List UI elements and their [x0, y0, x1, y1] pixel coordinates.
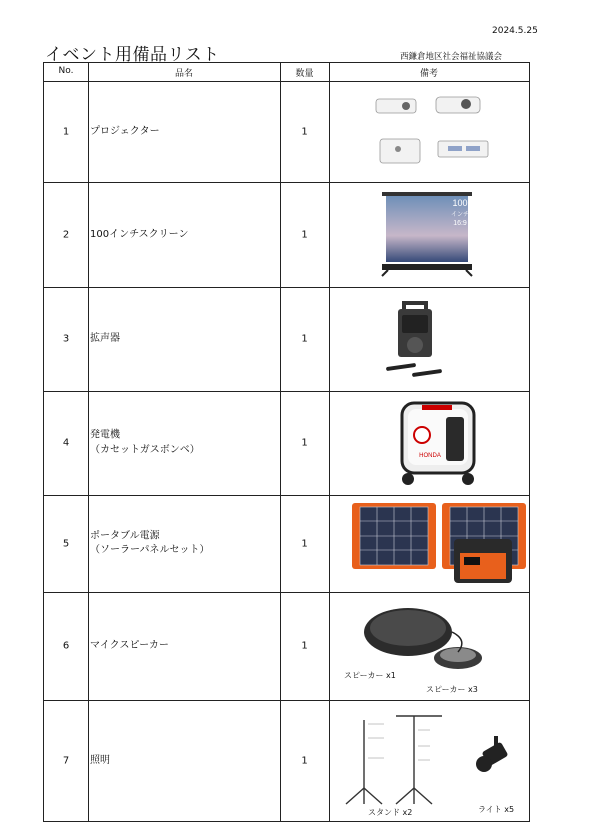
row-number: 6: [62, 640, 70, 652]
item-name-sub: （ソーラーパネルセット）: [90, 544, 210, 556]
item-qty: 1: [301, 437, 308, 449]
caption-speaker-sub: スピーカー x3: [426, 685, 478, 694]
row-number: 1: [62, 126, 70, 137]
projector-icon: [364, 91, 494, 173]
item-qty: 1: [301, 333, 308, 345]
row-number: 3: [62, 333, 70, 345]
date: 2024.5.25: [492, 26, 538, 36]
item-qty: 1: [301, 640, 308, 652]
row-number: 2: [62, 229, 70, 240]
header-notes: 備考: [419, 69, 438, 79]
organization: 西鎌倉地区社会福祉協議会: [400, 52, 503, 62]
header-qty: 数量: [295, 69, 314, 79]
generator-icon: [394, 395, 484, 491]
screen-label: インチ: [450, 211, 470, 218]
item-name: 100インチスクリーン: [90, 228, 189, 240]
lighting-stand-icon: [334, 706, 524, 806]
item-name: 照明: [90, 754, 110, 766]
table-row: [44, 592, 529, 701]
loudspeaker-icon: [374, 295, 454, 385]
screen-label: 100: [452, 198, 468, 208]
item-qty: 1: [301, 126, 308, 137]
item-name: 拡声器: [90, 332, 120, 344]
item-name-block: [90, 429, 200, 458]
screen-label: 16:9: [453, 220, 467, 227]
item-name-sub: （カセットガスボンベ）: [90, 444, 200, 455]
caption-stand: スタンド x2: [368, 808, 413, 817]
item-name: 発電機: [90, 429, 120, 441]
item-name-block: [90, 529, 210, 558]
row-number: 7: [62, 755, 70, 766]
row-number: 4: [62, 437, 70, 449]
screen-icon: [378, 190, 478, 280]
item-qty: 1: [301, 229, 308, 240]
item-qty: 1: [301, 755, 308, 766]
header-name: 品名: [174, 69, 193, 79]
header-no: No.: [58, 66, 74, 76]
item-name: マイクスピーカー: [90, 639, 169, 651]
caption-light: ライト x5: [478, 805, 515, 814]
table-row: [44, 287, 529, 392]
table-row: [44, 182, 529, 288]
brand-logo: HONDA: [419, 453, 441, 459]
equipment-table: [43, 62, 530, 822]
row-number: 5: [62, 538, 70, 549]
table-header: [44, 63, 529, 82]
table-row: [44, 495, 529, 593]
item-qty: 1: [301, 538, 308, 549]
table-row: [44, 391, 529, 496]
mic-speaker-icon: [362, 602, 492, 672]
item-name: プロジェクター: [90, 125, 160, 137]
page-title: イベント用備品リスト: [45, 45, 220, 65]
solar-power-station-icon: [350, 499, 530, 587]
item-name: ポータブル電源: [90, 530, 160, 541]
table-row: [44, 700, 529, 821]
caption-speaker-main: スピーカー x1: [344, 671, 396, 680]
table-row: [44, 81, 529, 183]
